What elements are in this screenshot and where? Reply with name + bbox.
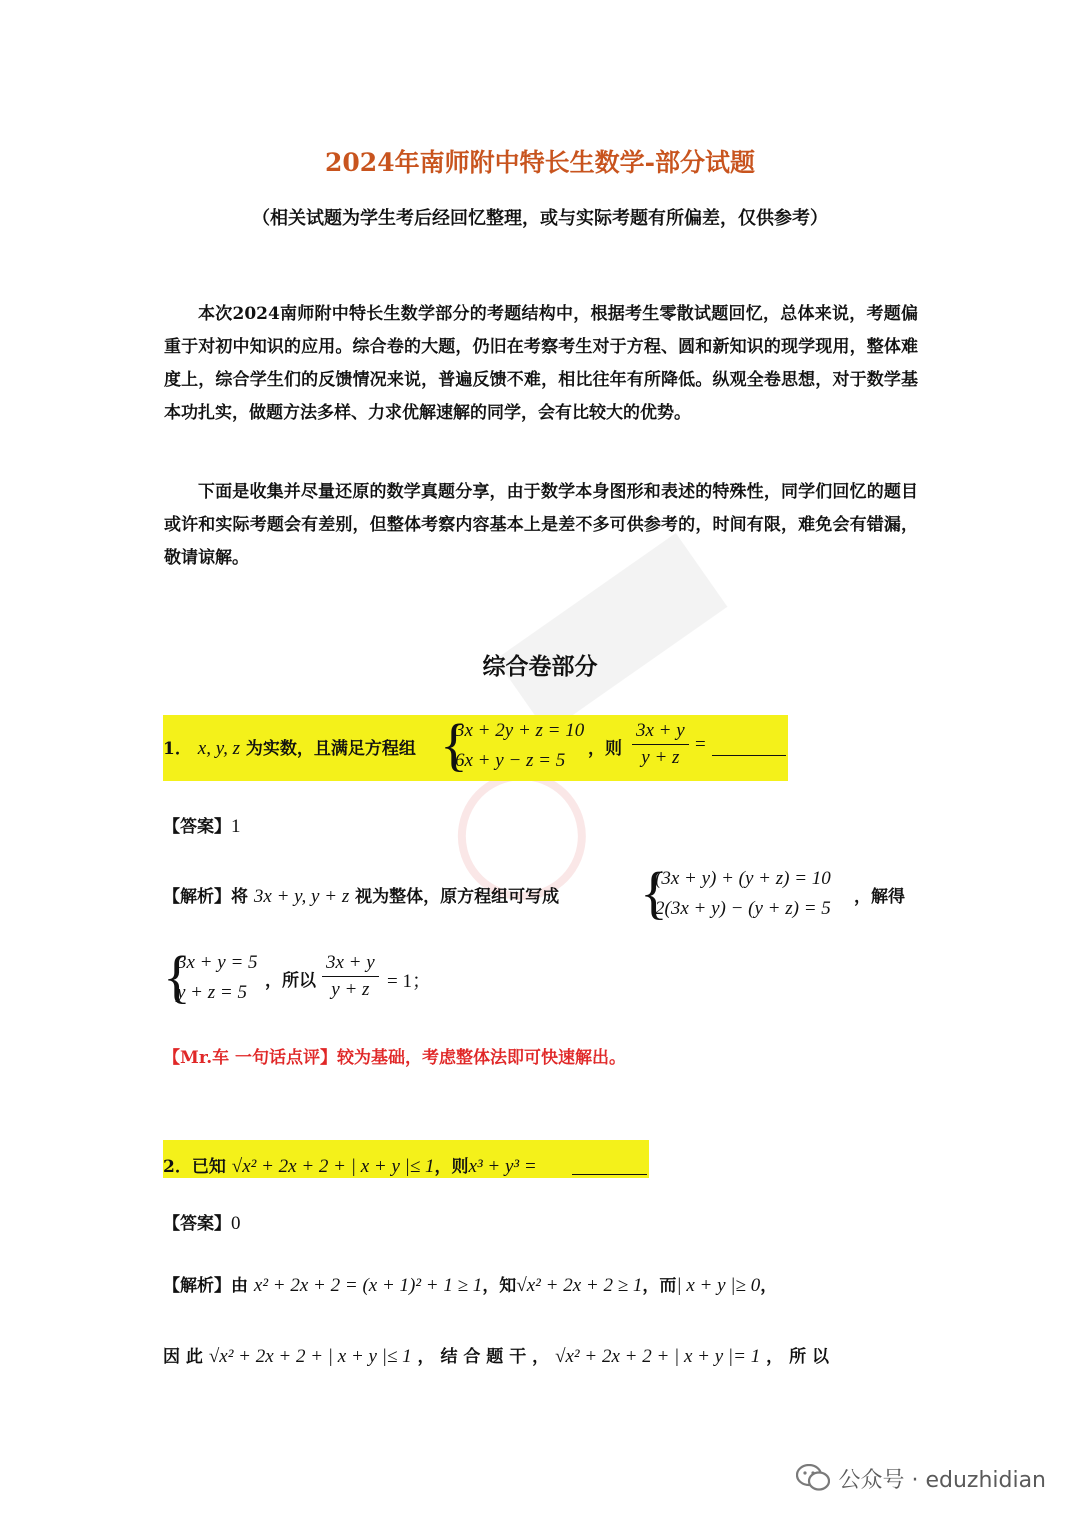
q2-target: x³ + y³ = [468,1156,537,1177]
q2-condition: x² + 2x + 2 + | x + y |≤ 1 [242,1156,435,1177]
page-subtitle: （相关试题为学生考后经回忆整理，或与实际考题有所偏差，仅供参考） [252,208,828,229]
q2-sqrt-icon-4: √ [555,1346,566,1367]
q1-analysis-system [655,864,831,924]
q2-analysis-expr1: x² + 2x + 2 = (x + 1)² + 1 ≥ 1 [253,1275,483,1296]
q2-line2-expr1: x² + 2x + 2 + | x + y |≤ 1 [219,1346,412,1367]
intro-paragraph-2: 下面是收集并尽量还原的数学真题分享，由于数学本身图形和表述的特殊性，同学们回忆的题目或许和实际考题会有差别，但整体考察内容基本上是差不多可供参考的，时间有限，难免会有错漏，敬请谅解。 [164,482,918,568]
q2-stem [163,1152,537,1178]
q2-then: ，则 [434,1157,469,1177]
q1-sol-eq2: y + z = 5 [177,982,247,1003]
q1-sys-eq1: (3x + y) + (y + z) = 10 [655,868,831,889]
q2-answer [163,1209,241,1235]
q2-analysis-line1 [163,1271,777,1297]
q2-sqrt-icon-2: √ [516,1275,527,1296]
q2-analysis-text1: 由 [231,1276,248,1296]
q1-comment: 【Mr.车 一句话点评】较为基础，考虑整体法即可快速解出。 [163,1048,627,1068]
wechat-logo-icon [796,1464,830,1498]
q1-equals: = [695,734,706,755]
q2-analysis-expr3: | x + y |≥ 0 [676,1275,761,1296]
q1-answer-value: 1 [231,816,241,837]
q1-result-tail: = 1； [387,971,431,992]
q1-answer [163,812,241,838]
q1-analysis-text3: ，解得 [854,887,905,907]
q1-solution-brace: { [163,944,191,1009]
q2-line2-text3: ， 所 以 [766,1347,829,1367]
q1-sol-eq1: 3x + y = 5 [177,952,258,973]
q1-stem [163,734,416,760]
q2-analysis-line2 [163,1342,829,1368]
q1-analysis-text2: 视为整体，原方程组可写成 [355,887,560,907]
q1-system [455,716,584,776]
footer-text: 公众号 · eduzhidian [838,1468,1046,1493]
q2-sqrt-icon-3: √ [208,1346,220,1367]
q1-eq1: 3x + 2y + z = 10 [455,720,585,741]
q1-fraction [632,720,689,769]
page-title: 2024年南师附中特长生数学-部分试题 [325,148,755,177]
q2-lead: 已知 [191,1157,226,1177]
q1-answer-blank [712,755,786,756]
q1-analysis-expr1: 3x + y, y + z [253,886,350,907]
q1-analysis-text4: ，所以 [265,971,316,991]
q1-answer-label: 【答案】 [163,817,231,837]
q2-number: 2． [163,1157,192,1177]
q1-eq2: 6x + y − z = 5 [455,750,566,771]
q1-then: ，则 [588,739,622,759]
q2-answer-blank [572,1174,647,1175]
q2-line2-expr2: x² + 2x + 2 + | x + y |= 1 [565,1346,761,1367]
q1-analysis-brace: { [640,860,668,925]
q2-analysis-text3: ，而 [642,1276,677,1296]
intro-paragraph-1: 本次2024南师附中特长生数学部分的考题结构中，根据考生零散试题回忆，总体来说，考题偏重于对初中知识的应用。综合卷的大题，仍旧在考察考生对于方程、圆和新知识的现学现用，整体难度上，综合学生们的反馈情况来说，普遍反馈不难，相比往年有所降低。纵观全卷思想，对于数学基本功扎实，做题方法多样、力求优解速解的同学，会有比较大的优势。 [164,304,918,423]
q2-answer-label: 【答案】 [163,1214,231,1234]
q1-sys-eq2: 2(3x + y) − (y + z) = 5 [655,898,831,919]
q1-frac-den: y + z [641,747,680,768]
q1-stem-text: 为实数，且满足方程组 [245,739,416,759]
q1-solution-system [177,948,258,1008]
q2-line2-text1: 因 此 [163,1347,203,1367]
q1-result-num: 3x + y [322,952,379,977]
q2-sqrt-icon: √ [231,1156,243,1177]
q2-analysis-expr2: x² + 2x + 2 ≥ 1 [526,1275,643,1296]
footer [796,1463,1046,1498]
q2-answer-value: 0 [231,1213,241,1234]
q1-analysis-text1: 将 [231,887,248,907]
q1-result-fraction [322,952,379,1001]
section-title: 综合卷部分 [482,654,598,680]
q2-analysis-label: 【解析】 [163,1276,231,1296]
q2-analysis-text4: ， [760,1276,778,1296]
q2-line2-text2: ， 结 合 题 干 ， [417,1347,550,1367]
q1-analysis-label: 【解析】 [163,887,231,907]
q1-frac-num: 3x + y [632,720,689,745]
q2-analysis-text2: ，知 [482,1276,517,1296]
q1-number: 1． [163,739,192,759]
q1-result-den: y + z [331,979,370,1000]
q1-vars: x, y, z [197,738,240,759]
q1-analysis-line1 [163,882,559,908]
q1-brace: { [440,712,468,777]
